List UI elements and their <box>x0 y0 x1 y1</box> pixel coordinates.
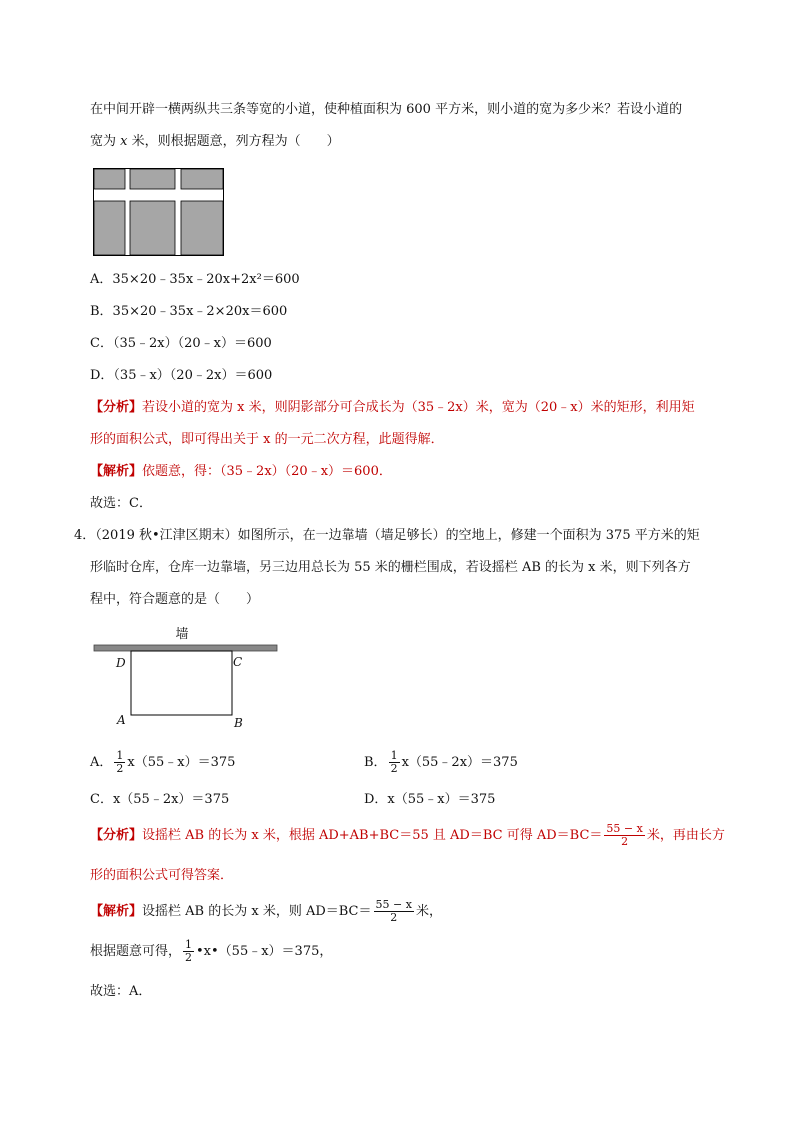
q3-option-b: B．35×20﹣35x﹣2×20x＝600 <box>90 304 288 319</box>
q4-warehouse-figure <box>92 622 282 734</box>
q3-option-d: D．（35﹣x）（20﹣2x）＝600 <box>90 368 273 383</box>
q3-option-c: C．（35﹣2x）（20﹣x）＝600 <box>90 336 272 351</box>
q3-stem-line2 <box>90 132 340 152</box>
q4-solution-line1 <box>90 896 442 928</box>
q3-stem-text: 宽为 <box>90 134 121 149</box>
q4-option-a-rest: x（55﹣x）＝375 <box>127 755 236 770</box>
q4-option-b-fraction <box>389 750 400 775</box>
q4-analysis-text-b: 米，再由长方 <box>646 828 725 843</box>
q4-solution-half-fraction <box>183 939 194 964</box>
q4-stem-line3: 程中，符合题意的是（ ） <box>90 592 260 607</box>
q3-answer: 故选：C． <box>90 496 152 511</box>
q3-stem-text2: 米，则根据题意，列方程为（ ） <box>127 134 340 149</box>
q3-stem-var: x <box>120 134 128 149</box>
frac-den: 2 <box>390 762 398 775</box>
q4-solution-fraction <box>374 899 414 924</box>
q4-answer: 故选：A． <box>90 984 152 999</box>
label-c: C <box>233 655 243 669</box>
frac-num: 1 <box>116 749 124 762</box>
label-b: B <box>234 716 243 730</box>
q4-option-a-fraction <box>114 750 125 775</box>
label-a: A <box>117 713 126 727</box>
q3-solution <box>90 462 392 482</box>
q4-solution-line2-b: •x•（55﹣x）＝375， <box>196 944 333 959</box>
q4-solution-line2 <box>90 936 332 968</box>
q3-analysis-tag: 【分析】 <box>90 400 143 415</box>
q4-solution-line2-a: 根据题意可得， <box>90 944 182 959</box>
q4-option-a <box>90 750 235 776</box>
plot-top-right <box>181 169 223 189</box>
wall <box>94 645 277 651</box>
q3-solution-tag: 【解析】 <box>90 464 143 479</box>
frac-num: 55 − x <box>606 822 643 835</box>
q4-option-b-rest: x（55﹣2x）＝375 <box>401 755 518 770</box>
q3-analysis-line1 <box>90 398 695 418</box>
plot-bottom-right <box>181 201 223 255</box>
q4-solution-text-b: 米， <box>415 904 442 919</box>
frac-num: 1 <box>185 938 193 951</box>
frac-num: 1 <box>390 749 398 762</box>
plot-bottom-middle <box>130 201 175 255</box>
q4-analysis-fraction <box>604 823 644 848</box>
q4-stem-line2: 形临时仓库，仓库一边靠墙，另三边用总长为 55 米的栅栏围成，若设摇栏 AB 的长为 x 米，则下列各方 <box>90 560 691 575</box>
q4-solution-tag: 【解析】 <box>90 904 143 919</box>
q3-stem-line1: 在中间开辟一横两纵共三条等宽的小道，使种植面积为 600 平方米，则小道的宽为多少米？若设小道的 <box>90 102 683 117</box>
q3-analysis-line2: 形的面积公式，即可得出关于 x 的一元二次方程，此题得解． <box>90 432 444 447</box>
q4-option-b-prefix: B． <box>364 755 387 770</box>
frac-den: 2 <box>185 951 193 964</box>
q3-option-a: A．35×20﹣35x﹣20x+2x²＝600 <box>90 272 300 287</box>
q4-option-a-prefix: A． <box>90 755 113 770</box>
frac-num: 55 − x <box>375 898 412 911</box>
q3-solution-text: 依题意，得：（35﹣2x）（20﹣x）＝600． <box>142 464 392 479</box>
q4-analysis-line1 <box>90 820 725 852</box>
q4-analysis-line2: 形的面积公式可得答案． <box>90 868 234 883</box>
frac-den: 2 <box>390 911 398 924</box>
frac-den: 2 <box>116 762 124 775</box>
q3-analysis-text: 若设小道的宽为 x 米，则阴影部分可合成长为（35﹣2x）米，宽为（20﹣x）米的矩形，利用矩 <box>142 400 695 415</box>
wall-label: 墙 <box>175 627 189 642</box>
q4-solution-text-a: 设摇栏 AB 的长为 x 米，则 AD＝BC＝ <box>142 904 372 919</box>
plot-bottom-left <box>94 201 125 255</box>
q4-analysis-text-a: 设摇栏 AB 的长为 x 米，根据 AD+AB+BC＝55 且 AD＝BC 可得 AD＝BC＝ <box>142 828 603 843</box>
q4-stem-line1: 4．（2019 秋•江津区期末）如图所示，在一边靠墙（墙足够长）的空地上，修建一个面积为 375 平方米的矩 <box>74 528 700 543</box>
q3-garden-figure <box>93 168 224 256</box>
warehouse-rectangle <box>131 651 232 715</box>
q4-option-d: D．x（55﹣x）＝375 <box>364 792 496 807</box>
q4-analysis-tag: 【分析】 <box>90 828 143 843</box>
frac-den: 2 <box>621 835 629 848</box>
plot-top-middle <box>130 169 175 189</box>
q4-option-c: C．x（55﹣2x）＝375 <box>90 792 230 807</box>
plot-top-left <box>94 169 125 189</box>
q4-option-b <box>364 750 518 776</box>
label-d: D <box>116 656 126 670</box>
